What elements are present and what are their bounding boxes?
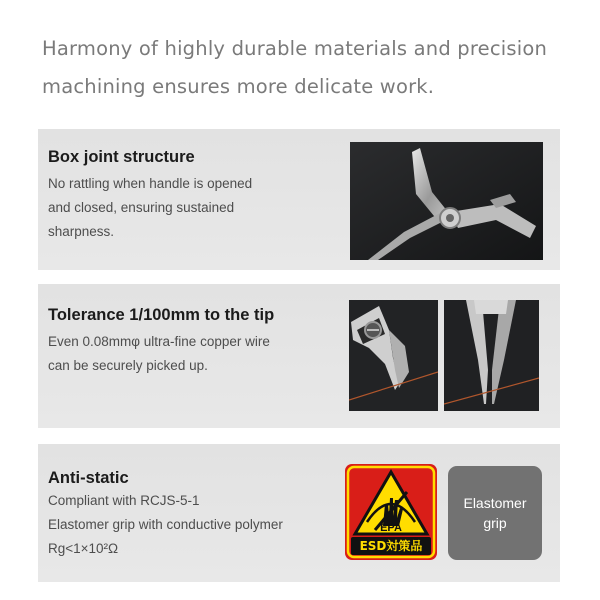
feature-title: Tolerance 1/100mm to the tip [48,306,275,324]
feature-panel-box-joint [38,129,560,270]
feature-panel-tolerance [38,284,560,428]
feature-description [48,172,252,244]
feature-description-line: Elastomer grip with conductive polymer [48,517,283,532]
feature-panel-anti-static [38,444,560,582]
nipper-tip-wire-photo [349,300,438,411]
esd-label: ESD対策品 [351,537,431,555]
feature-description-line: Even 0.08mmφ ultra-fine copper wire [48,334,270,349]
nipper-box-joint-photo [350,142,543,260]
grip-label-line: Elastomer [463,495,527,511]
elastomer-grip-badge [448,466,542,560]
epa-label: EPA [380,522,402,534]
page-headline [42,30,582,106]
feature-title: Box joint structure [48,148,195,166]
feature-description-line: can be securely picked up. [48,358,208,373]
headline-line-2: machining ensures more delicate work. [42,75,435,98]
feature-title: Anti-static [48,469,129,487]
feature-description [48,330,270,378]
feature-description-line: Rg<1×10²Ω [48,541,119,556]
tweezers-tip-wire-photo [444,300,539,411]
feature-description-line: No rattling when handle is opened [48,176,253,191]
esd-epa-badge [345,464,437,560]
feature-description-line: and closed, ensuring sustained [48,200,235,215]
grip-label-line: grip [483,515,507,531]
feature-description-line: Compliant with RCJS-5-1 [48,493,200,508]
headline-line-1: Harmony of highly durable materials and precision [42,37,548,60]
feature-description-line: sharpness. [48,224,115,239]
feature-description [48,489,283,561]
